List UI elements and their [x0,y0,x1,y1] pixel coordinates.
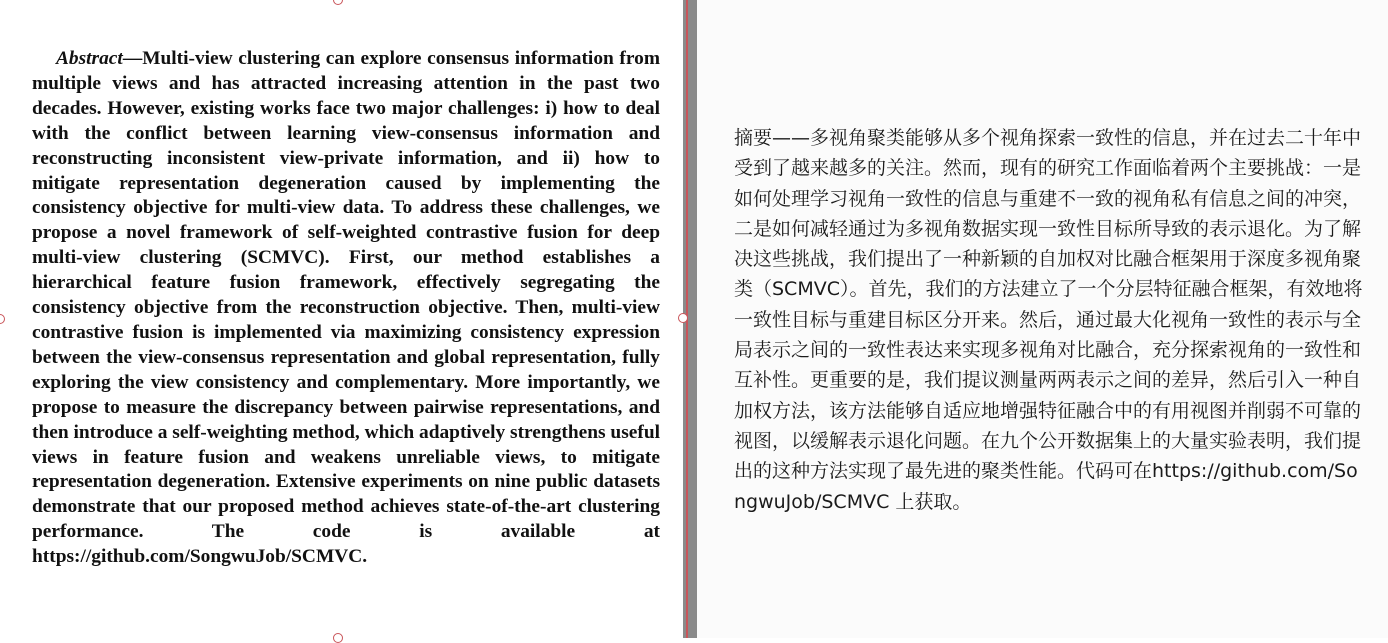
translated-abstract-text: 摘要——多视角聚类能够从多个视角探索一致性的信息，并在过去二十年中受到了越来越多的关注。然而，现有的研究工作面临着两个主要挑战：一是如何处理学习视角一致性的信息与重建不一致的视角私有信息之间的冲突，二是如何减轻通过为多视角数据实现一致性目标所导致的表示退化。为了解决这些挑战，我们提出了一种新颖的自加权对比融合框架用于深度多视角聚类（SCMVC）。首先，我们的方法建立了一个分层特征融合框架，有效地将一致性目标与重建目标区分开来。然后，通过最大化视角一致性的表示与全局表示之间的一致性表达来实现多视角对比融合，充分探索视角的一致性和互补性。更重要的是，我们提议测量两两表示之间的差异，然后引入一种自加权方法，该方法能够自适应地增强特征融合中的有用视图并削弱不可靠的视图，以缓解表示退化问题。在九个公开数据集上的大量实验表明，我们提出的这种方法实现了最先进的聚类性能。代码可在https://github.com/SongwuJob/SCMVC 上获取。 [734,127,1363,513]
source-document-pane [0,0,686,638]
selection-handle-bottom[interactable] [333,633,343,643]
abstract-paragraph [32,47,660,570]
abstract-lead-label: Abstract [56,48,123,69]
translation-pane [697,0,1388,638]
abstract-body-text: —Multi-view clustering can explore consensus information from multiple views and has attracted increasing attention in the past two decades. However, existing works face two major challenges: i) how to deal with the conflict between learning view-consensus information and reconstructing inconsistent view-private information, and ii) how to mitigate representation degeneration caused by implementing the consistency objective for multi-view data. To address these challenges, we propose a novel framework of self-weighted contrastive fusion for deep multi-view clustering (SCMVC). First, our method establishes a hierarchical feature fusion framework, effectively segregating the consistency objective from the reconstruction objective. Then, multi-view contrastive fusion is implemented via maximizing consistency expression between the view-consensus representation and global representation, fully exploring the view consistency and complementary. More importantly, we propose to measure the discrepancy between pairwise representations, and then introduce a self-weighting method, which adaptively strengthens useful views in feature fusion and weakens unreliable views, to mitigate representation degeneration. Extensive experiments on nine public datasets demonstrate that our proposed method achieves state-of-the-art clustering performance. The code is available at https://github.com/SongwuJob/SCMVC. [32,48,660,568]
selection-handle-right[interactable] [678,313,688,323]
